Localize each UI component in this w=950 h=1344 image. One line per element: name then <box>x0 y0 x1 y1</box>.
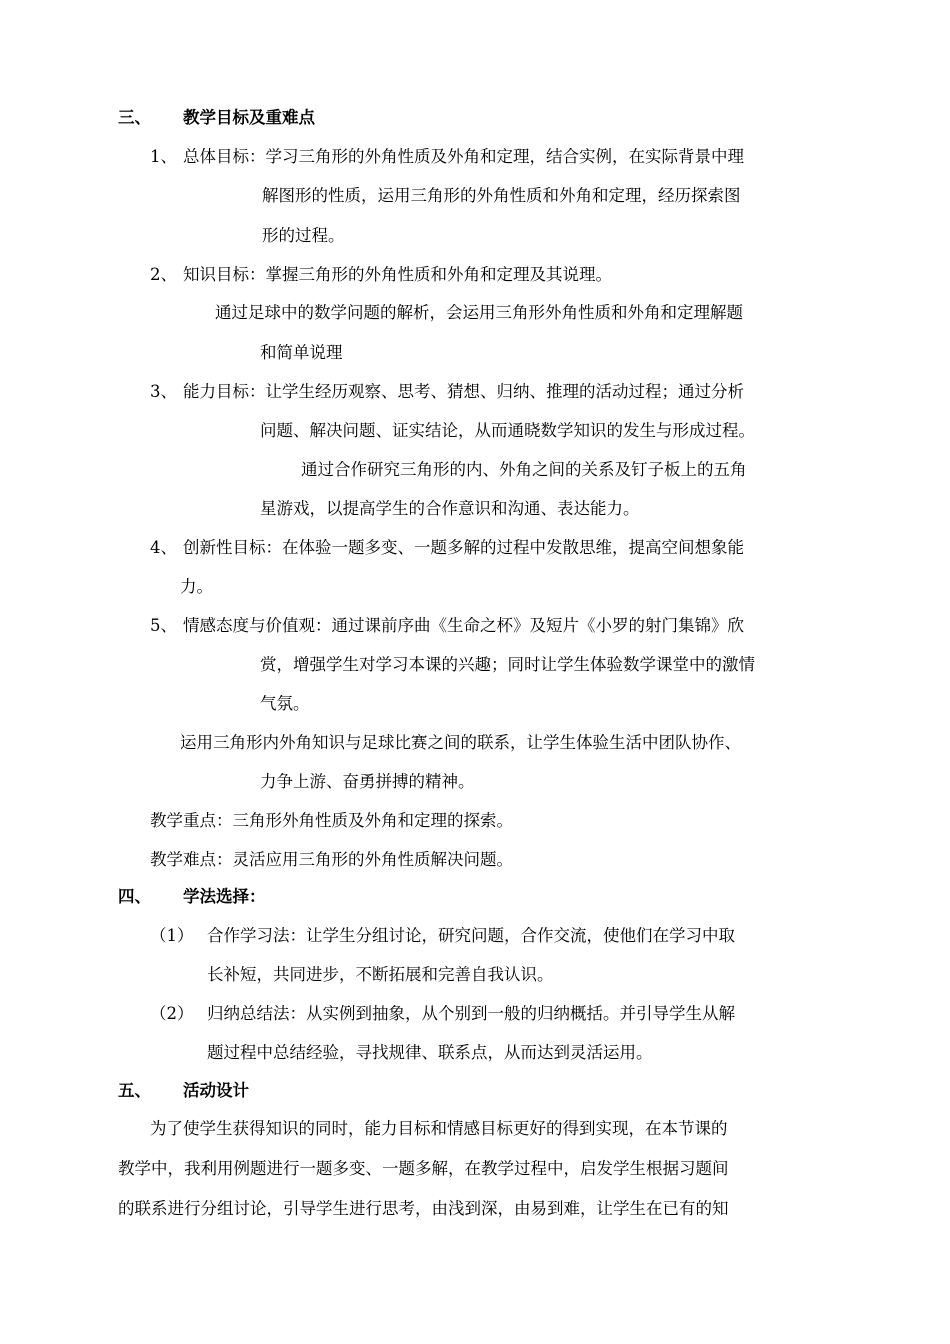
method-1-number: （1） <box>150 926 194 945</box>
activity-paragraph-line-2: 教学中，我利用例题进行一题多变、一题多解，在教学过程中，启发学生根据习题间 <box>118 1159 729 1178</box>
item-4-line-1: 创新性目标：在体验一题多变、一题多解的过程中发散思维，提高空间想象能 <box>183 538 744 557</box>
item-5-line-1: 情感态度与价值观：通过课前序曲《生命之杯》及短片《小罗的射门集锦》欣 <box>183 616 744 635</box>
item-3-number: 3、 <box>150 382 177 401</box>
item-2-line-1: 知识目标：掌握三角形的外角性质和外角和定理及其说理。 <box>183 265 612 284</box>
section-3-number: 三、 <box>118 108 151 127</box>
method-1-line-2: 长补短，共同进步，不断拓展和完善自我认识。 <box>207 965 554 984</box>
section-5-number: 五、 <box>118 1081 151 1100</box>
item-5-number: 5、 <box>150 616 177 635</box>
item-4-number: 4、 <box>150 538 177 557</box>
item-5-line-3: 气氛。 <box>260 694 310 713</box>
activity-paragraph-line-3: 的联系进行分组讨论，引导学生进行思考，由浅到深，由易到难，让学生在已有的知 <box>118 1199 729 1218</box>
item-3-line-3: 通过合作研究三角形的内、外角之间的关系及钉子板上的五角 <box>301 460 747 479</box>
item-1-line-3: 形的过程。 <box>262 226 345 245</box>
item-1-line-2: 解图形的性质，运用三角形的外角性质和外角和定理，经历探索图 <box>262 186 741 205</box>
section-3-title: 教学目标及重难点 <box>183 108 315 127</box>
section-4-number: 四、 <box>118 887 151 906</box>
item-1-number: 1、 <box>150 147 177 166</box>
activity-paragraph-line-1: 为了使学生获得知识的同时，能力目标和情感目标更好的得到实现，在本节课的 <box>150 1119 728 1138</box>
item-2-line-3: 和简单说理 <box>260 343 343 362</box>
method-2-line-2: 题过程中总结经验，寻找规律、联系点，从而达到灵活运用。 <box>207 1043 653 1062</box>
item-2-line-2: 通过足球中的数学问题的解析，会运用三角形外角性质和外角和定理解题 <box>215 303 743 322</box>
item-3-line-2: 问题、解决问题、证实结论，从而通晓数学知识的发生与形成过程。 <box>260 421 755 440</box>
item-5-line-4: 运用三角形内外角知识与足球比赛之间的联系，让学生体验生活中团队协作、 <box>180 733 741 752</box>
item-3-line-1: 能力目标：让学生经历观察、思考、猜想、归纳、推理的活动过程；通过分析 <box>183 382 744 401</box>
item-5-line-5: 力争上游、奋勇拼搏的精神。 <box>260 772 475 791</box>
difficult-point: 教学难点：灵活应用三角形的外角性质解决问题。 <box>150 850 513 869</box>
method-2-line-1: 归纳总结法：从实例到抽象，从个别到一般的归纳概括。并引导学生从解 <box>207 1004 735 1023</box>
key-point: 教学重点：三角形外角性质及外角和定理的探索。 <box>150 811 513 830</box>
section-5-title: 活动设计 <box>183 1081 249 1100</box>
method-2-number: （2） <box>150 1004 194 1023</box>
item-4-line-2: 力。 <box>180 577 213 596</box>
item-2-number: 2、 <box>150 265 177 284</box>
item-5-line-2: 赏，增强学生对学习本课的兴趣；同时让学生体验数学课堂中的激情 <box>260 655 755 674</box>
method-1-line-1: 合作学习法：让学生分组讨论，研究问题，合作交流，使他们在学习中取 <box>207 926 735 945</box>
item-3-line-4: 星游戏，以提高学生的合作意识和沟通、表达能力。 <box>260 499 640 518</box>
section-4-title: 学法选择： <box>183 887 266 906</box>
item-1-line-1: 总体目标：学习三角形的外角性质及外角和定理，结合实例，在实际背景中理 <box>183 147 744 166</box>
